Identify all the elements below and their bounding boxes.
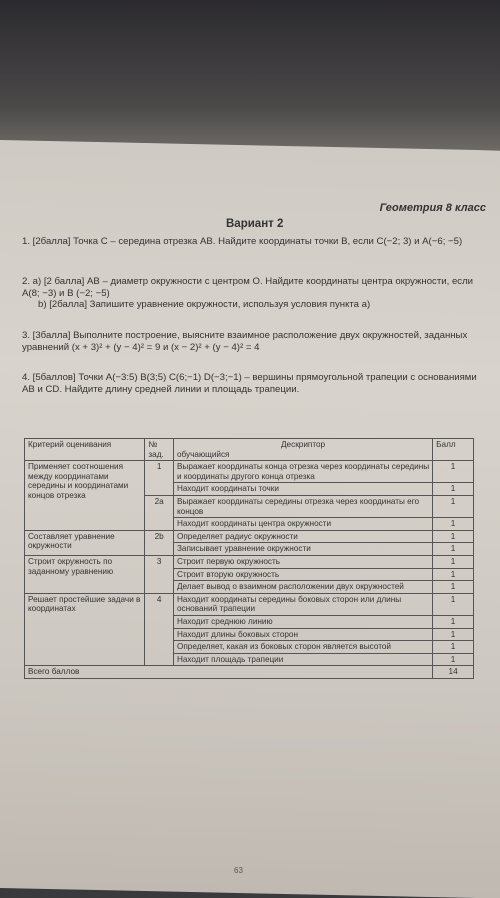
score-cell: 1 <box>433 518 474 531</box>
table-row <box>25 530 474 543</box>
descriptor-cell: Строит первую окружность <box>173 555 432 568</box>
task-1-text: 1. [2балла] Точка С – середина отрезка АВ. Найдите координаты точки В, если С(−2; 3) и А(−6; −5) <box>22 236 463 247</box>
table-header-row <box>25 439 474 461</box>
header-criterion: Критерий оценивания <box>25 439 145 461</box>
descriptor-cell: Находит координаты точки <box>173 483 432 496</box>
score-cell: 1 <box>433 530 474 543</box>
descriptor-cell: Делает вывод о взаимном расположении двух окружностей <box>173 581 432 594</box>
header-descriptor-sub: обучающийся <box>176 449 230 459</box>
criteria-table <box>24 438 474 679</box>
criterion-cell: Решает простейшие задачи в координатах <box>25 593 145 666</box>
table-row <box>25 555 474 568</box>
table-row <box>25 461 474 483</box>
descriptor-cell: Записывает уравнение окружности <box>173 543 432 556</box>
score-cell: 1 <box>433 653 474 666</box>
descriptor-cell: Определяет, какая из боковых сторон является высотой <box>173 641 432 654</box>
task-4-text: 4. [5баллов] Точки A(−3:5) B(3;5) C(6;−1) D(−3;−1) – вершины прямоугольной трапеции с основаниями AB и CD. Найдите длину средней линии и площадь трапеции. <box>22 372 477 395</box>
task-number-cell: 2b <box>145 530 174 555</box>
total-row <box>25 666 474 679</box>
descriptor-cell: Строит вторую окружность <box>173 568 432 581</box>
score-cell: 1 <box>433 461 474 483</box>
score-cell: 1 <box>433 593 474 615</box>
variant-title: Вариант 2 <box>226 218 284 230</box>
criterion-cell: Применяет соотношения между координатами середины и координатами концов отрезка <box>25 461 145 531</box>
descriptor-cell: Находит длины боковых сторон <box>173 628 432 641</box>
descriptor-cell: Находит координаты центра окружности <box>173 518 432 531</box>
descriptor-cell: Выражает координаты конца отрезка через координаты середины и координаты другого конца отрезка <box>173 461 432 483</box>
descriptor-cell: Находит среднюю линию <box>173 615 432 628</box>
page-number: 63 <box>234 866 243 875</box>
task-number-cell: 1 <box>145 461 174 496</box>
table-row <box>25 593 474 615</box>
task-2-text: 2. а) [2 балла] АВ – диаметр окружности с центром О. Найдите координаты центра окружности, если А(8; −3) и В (−2; −5) <box>22 276 474 299</box>
task-2b-text: b) [2балла] Запишите уравнение окружности, используя условия пункта а) <box>38 299 371 311</box>
score-cell: 1 <box>433 568 474 581</box>
task-number-cell: 3 <box>145 555 174 593</box>
total-label: Всего баллов <box>25 666 433 679</box>
criterion-cell: Строит окружность по заданному уравнению <box>25 555 145 593</box>
worksheet <box>0 140 500 888</box>
task-number-cell: 4 <box>145 593 174 666</box>
total-score: 14 <box>433 666 474 679</box>
header-score: Балл <box>433 439 474 461</box>
descriptor-cell: Выражает координаты середины отрезка через координаты его концов <box>173 495 432 517</box>
task-3 <box>22 330 477 353</box>
task-number-cell: 2a <box>145 495 174 530</box>
dark-background <box>0 0 500 150</box>
criterion-cell: Составляет уравнение окружности <box>25 530 145 555</box>
descriptor-cell: Находит координаты середины боковых сторон или длины оснований трапеции <box>173 593 432 615</box>
subject-title: Геометрия 8 класс <box>379 202 486 214</box>
descriptor-cell: Находит площадь трапеции <box>173 653 432 666</box>
score-cell: 1 <box>433 543 474 556</box>
score-cell: 1 <box>433 483 474 496</box>
header-descriptor <box>173 439 432 461</box>
descriptor-cell: Определяет радиус окружности <box>173 530 432 543</box>
score-cell: 1 <box>433 641 474 654</box>
task-3-text: 3. [3балла] Выполните построение, выясните взаимное расположение двух окружностей, заданных уравнений (x + 3)² + (y − 4)² = 9 и (x − 2)² + (y − 4)² = 4 <box>22 330 468 353</box>
task-1 <box>22 236 477 248</box>
score-cell: 1 <box>433 615 474 628</box>
task-4 <box>22 372 477 395</box>
score-cell: 1 <box>433 628 474 641</box>
task-2 <box>22 276 477 311</box>
score-cell: 1 <box>433 495 474 517</box>
header-descriptor-label: Дескриптор <box>281 440 326 449</box>
header-task-number: № зад. <box>145 439 174 461</box>
score-cell: 1 <box>433 555 474 568</box>
score-cell: 1 <box>433 581 474 594</box>
